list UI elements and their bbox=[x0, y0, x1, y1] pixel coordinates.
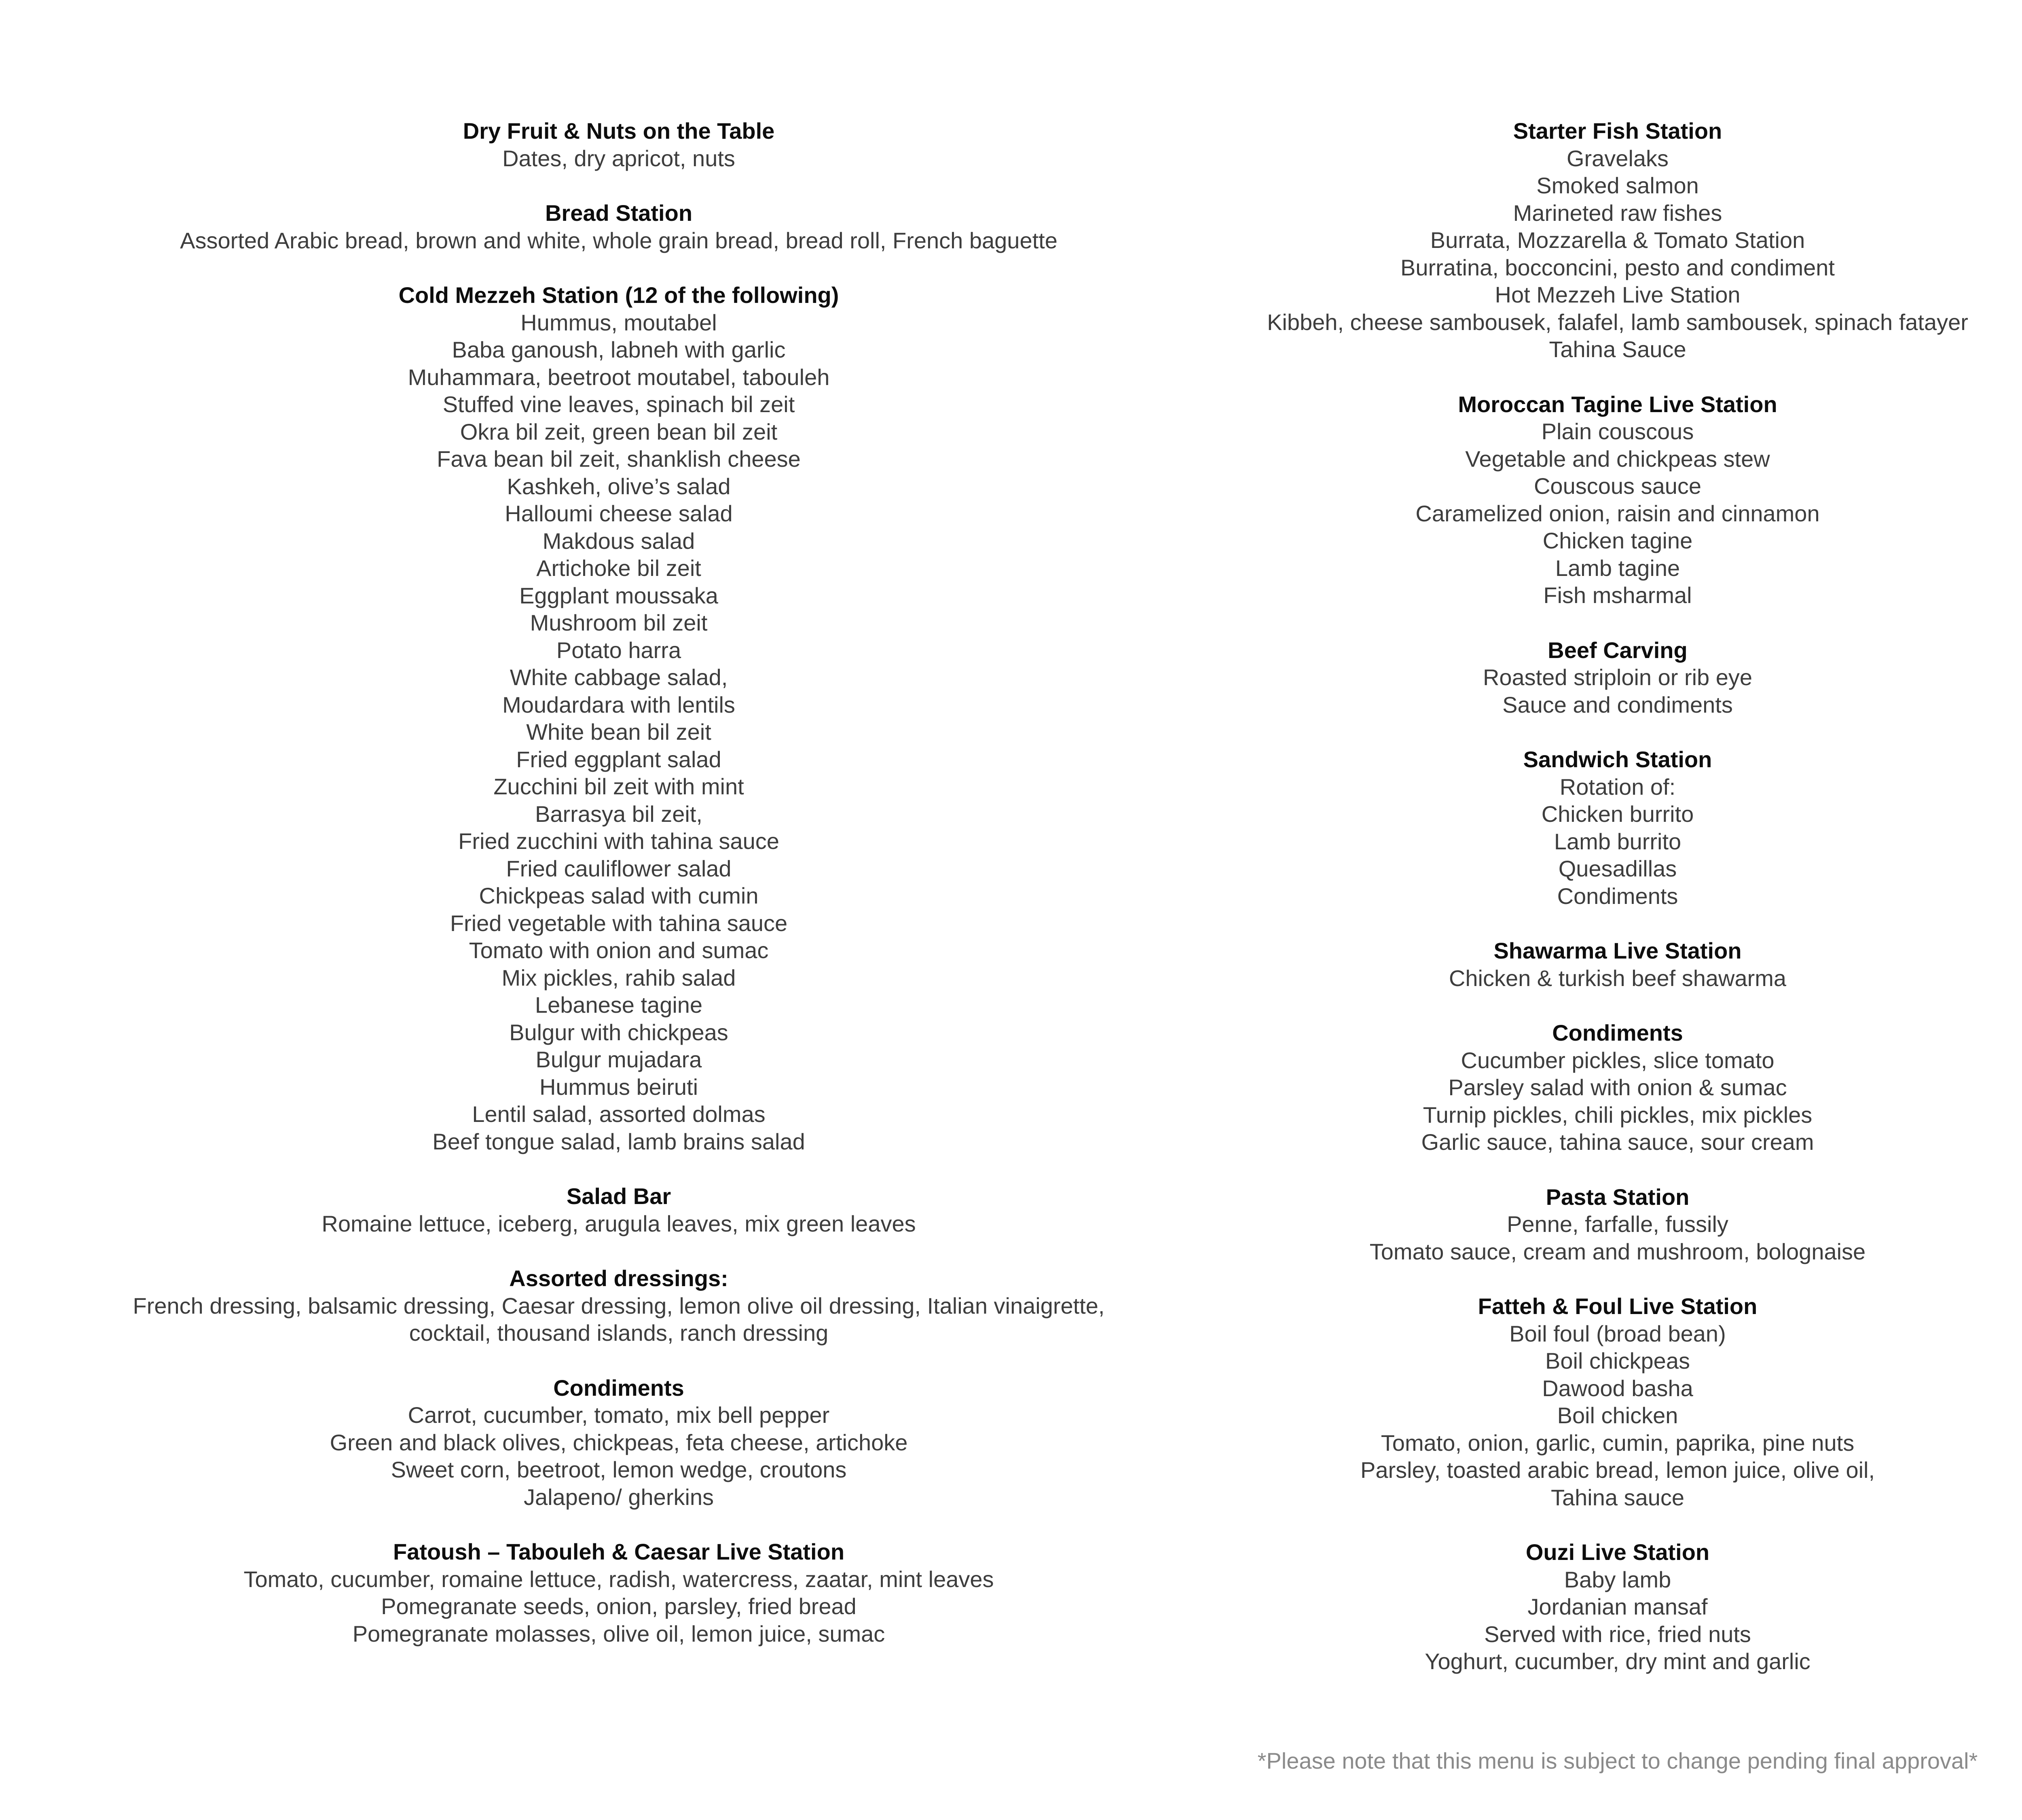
menu-item: Pomegranate molasses, olive oil, lemon juice, sumac bbox=[352, 1621, 885, 1646]
section-title: Dry Fruit & Nuts on the Table bbox=[463, 118, 775, 144]
menu-item: Vegetable and chickpeas stew bbox=[1465, 446, 1770, 472]
menu-item: Chicken & turkish beef shawarma bbox=[1449, 965, 1787, 991]
menu-item: Stuffed vine leaves, spinach bil zeit bbox=[442, 392, 795, 417]
menu-item: Burratina, bocconcini, pesto and condiment bbox=[1400, 254, 1835, 280]
menu-section bbox=[101, 199, 1136, 254]
menu-item: Served with rice, fried nuts bbox=[1484, 1621, 1751, 1647]
menu-item: Caramelized onion, raisin and cinnamon bbox=[1415, 500, 1820, 526]
menu-section bbox=[1100, 1293, 2022, 1511]
menu-item: Zucchini bil zeit with mint bbox=[493, 774, 744, 799]
menu-item: Turnip pickles, chili pickles, mix pickles bbox=[1423, 1102, 1813, 1128]
section-title: Ouzi Live Station bbox=[1525, 1539, 1710, 1565]
menu-item: Tahina Sauce bbox=[1549, 336, 1686, 362]
menu-item: Jalapeno/ gherkins bbox=[523, 1484, 714, 1510]
section-title: Fatoush – Tabouleh & Caesar Live Station bbox=[393, 1539, 845, 1564]
menu-section bbox=[1100, 1183, 2022, 1266]
menu-item: Tahina sauce bbox=[1550, 1484, 1684, 1510]
menu-item: Chickpeas salad with cumin bbox=[479, 883, 759, 908]
menu-section bbox=[1100, 746, 2022, 910]
menu-section bbox=[1100, 1019, 2022, 1156]
menu-item: Tomato, cucumber, romaine lettuce, radish, watercress, zaatar, mint leaves bbox=[243, 1566, 994, 1592]
menu-item: Sauce and condiments bbox=[1502, 692, 1733, 717]
menu-item: French dressing, balsamic dressing, Caesar dressing, lemon olive oil dressing, Italian vinaigrette, bbox=[133, 1293, 1105, 1318]
menu-section bbox=[101, 281, 1136, 1155]
menu-item: Muhammara, beetroot moutabel, tabouleh bbox=[408, 364, 830, 390]
menu-section bbox=[1100, 637, 2022, 719]
menu-item: Green and black olives, chickpeas, feta cheese, artichoke bbox=[330, 1429, 908, 1455]
menu-item: Potato harra bbox=[556, 637, 681, 663]
menu-item: Couscous sauce bbox=[1533, 473, 1701, 499]
menu-item: Lamb burrito bbox=[1554, 828, 1681, 854]
section-title: Assorted dressings: bbox=[509, 1266, 728, 1291]
section-title: Condiments bbox=[1552, 1020, 1683, 1045]
menu-item: Condiments bbox=[1557, 883, 1678, 909]
menu-item: Chicken burrito bbox=[1541, 801, 1694, 827]
menu-section bbox=[101, 1374, 1136, 1511]
menu-item: White bean bil zeit bbox=[526, 719, 711, 745]
menu-item: Baba ganoush, labneh with garlic bbox=[452, 337, 786, 362]
menu-item: Halloumi cheese salad bbox=[505, 501, 733, 526]
menu-item: Carrot, cucumber, tomato, mix bell pepper bbox=[408, 1402, 830, 1428]
menu-column-2 bbox=[1100, 117, 2022, 1703]
menu-item: Boil foul (broad bean) bbox=[1509, 1321, 1726, 1346]
section-title: Beef Carving bbox=[1548, 637, 1688, 663]
section-title: Sandwich Station bbox=[1523, 747, 1712, 772]
menu-item: Fried vegetable with tahina sauce bbox=[450, 910, 788, 936]
menu-item: Yoghurt, cucumber, dry mint and garlic bbox=[1425, 1649, 1810, 1674]
menu-item: Smoked salmon bbox=[1536, 173, 1699, 198]
menu-item: Marineted raw fishes bbox=[1513, 200, 1722, 226]
menu-item: Fried eggplant salad bbox=[516, 746, 721, 772]
section-title: Pasta Station bbox=[1546, 1184, 1690, 1210]
menu-item: Rotation of: bbox=[1559, 774, 1676, 800]
menu-item: Lentil salad, assorted dolmas bbox=[472, 1101, 766, 1127]
menu-item: Roasted striploin or rib eye bbox=[1483, 665, 1753, 690]
menu-item: Mushroom bil zeit bbox=[530, 610, 708, 635]
menu-item: Kibbeh, cheese sambousek, falafel, lamb sambousek, spinach fatayer bbox=[1267, 309, 1968, 335]
menu-item: Boil chicken bbox=[1557, 1403, 1678, 1428]
menu-section bbox=[101, 1538, 1136, 1647]
section-title: Shawarma Live Station bbox=[1493, 938, 1742, 963]
menu-item: Hummus, moutabel bbox=[520, 309, 717, 335]
menu-item: Dates, dry apricot, nuts bbox=[502, 145, 735, 171]
menu-item: White cabbage salad, bbox=[510, 665, 728, 690]
menu-item: Plain couscous bbox=[1541, 419, 1694, 444]
menu-item: Boil chickpeas bbox=[1545, 1348, 1690, 1373]
menu-item: Cucumber pickles, slice tomato bbox=[1461, 1047, 1775, 1073]
menu-section bbox=[101, 1265, 1136, 1347]
menu-item: Tomato sauce, cream and mushroom, bolognaise bbox=[1369, 1238, 1866, 1264]
section-title: Bread Station bbox=[545, 200, 693, 226]
menu-item: Baby lamb bbox=[1564, 1566, 1671, 1592]
menu-column-1 bbox=[101, 117, 1136, 1675]
menu-item: Bulgur with chickpeas bbox=[509, 1019, 728, 1045]
menu-item: Eggplant moussaka bbox=[519, 582, 718, 608]
menu-item: Hot Mezzeh Live Station bbox=[1495, 282, 1741, 307]
menu-item: Lebanese tagine bbox=[535, 992, 703, 1018]
section-title: Moroccan Tagine Live Station bbox=[1458, 391, 1777, 417]
section-title: Condiments bbox=[553, 1375, 684, 1401]
menu-item: Bulgur mujadara bbox=[535, 1047, 702, 1072]
menu-item: Romaine lettuce, iceberg, arugula leaves, mix green leaves bbox=[321, 1211, 916, 1236]
menu-item: Jordanian mansaf bbox=[1527, 1594, 1708, 1619]
section-title: Starter Fish Station bbox=[1513, 118, 1722, 144]
menu-section bbox=[1100, 391, 2022, 609]
menu-item: cocktail, thousand islands, ranch dressing bbox=[409, 1320, 829, 1346]
menu-section bbox=[1100, 1539, 2022, 1675]
menu-item: Garlic sauce, tahina sauce, sour cream bbox=[1421, 1129, 1814, 1155]
menu-item: Parsley, toasted arabic bread, lemon juice, olive oil, bbox=[1360, 1457, 1875, 1483]
menu-item: Okra bil zeit, green bean bil zeit bbox=[460, 419, 778, 444]
menu-item: Kashkeh, olive’s salad bbox=[507, 473, 731, 499]
menu-section bbox=[1100, 117, 2022, 363]
menu-item: Tomato with onion and sumac bbox=[469, 938, 769, 963]
menu-item: Gravelaks bbox=[1566, 145, 1669, 171]
footer-disclaimer: *Please note that this menu is subject to change pending final approval* bbox=[1257, 1748, 1978, 1773]
menu-item: Tomato, onion, garlic, cumin, paprika, pine nuts bbox=[1381, 1430, 1855, 1456]
menu-item: Barrasya bil zeit, bbox=[535, 801, 702, 827]
menu-item: Burrata, Mozzarella & Tomato Station bbox=[1430, 227, 1805, 253]
menu-item: Assorted Arabic bread, brown and white, whole grain bread, bread roll, French baguette bbox=[180, 227, 1058, 253]
menu-item: Lamb tagine bbox=[1555, 555, 1680, 581]
menu-item: Penne, farfalle, fussily bbox=[1507, 1211, 1728, 1237]
section-title: Cold Mezzeh Station (12 of the following) bbox=[398, 282, 839, 308]
menu-item: Hummus beiruti bbox=[539, 1074, 698, 1100]
menu-item: Beef tongue salad, lamb brains salad bbox=[432, 1128, 805, 1154]
menu-item: Dawood basha bbox=[1542, 1375, 1693, 1401]
menu-item: Makdous salad bbox=[542, 528, 695, 554]
menu-item: Sweet corn, beetroot, lemon wedge, croutons bbox=[391, 1457, 847, 1482]
menu-item: Chicken tagine bbox=[1542, 528, 1693, 553]
menu-item: Fried cauliflower salad bbox=[506, 855, 732, 881]
menu-item: Parsley salad with onion & sumac bbox=[1448, 1075, 1787, 1100]
menu-item: Quesadillas bbox=[1558, 856, 1677, 881]
section-title: Salad Bar bbox=[566, 1183, 671, 1209]
menu-item: Fava bean bil zeit, shanklish cheese bbox=[437, 446, 801, 472]
menu-section bbox=[101, 1183, 1136, 1237]
menu-item: Fried zucchini with tahina sauce bbox=[458, 828, 779, 854]
menu-section bbox=[101, 117, 1136, 172]
menu-item: Mix pickles, rahib salad bbox=[501, 965, 736, 990]
section-title: Fatteh & Foul Live Station bbox=[1478, 1293, 1758, 1319]
menu-section bbox=[1100, 937, 2022, 992]
menu-item: Moudardara with lentils bbox=[502, 692, 735, 717]
menu-item: Fish msharmal bbox=[1543, 582, 1692, 608]
menu-item: Pomegranate seeds, onion, parsley, fried bread bbox=[381, 1594, 857, 1619]
menu-item: Artichoke bil zeit bbox=[536, 555, 701, 581]
